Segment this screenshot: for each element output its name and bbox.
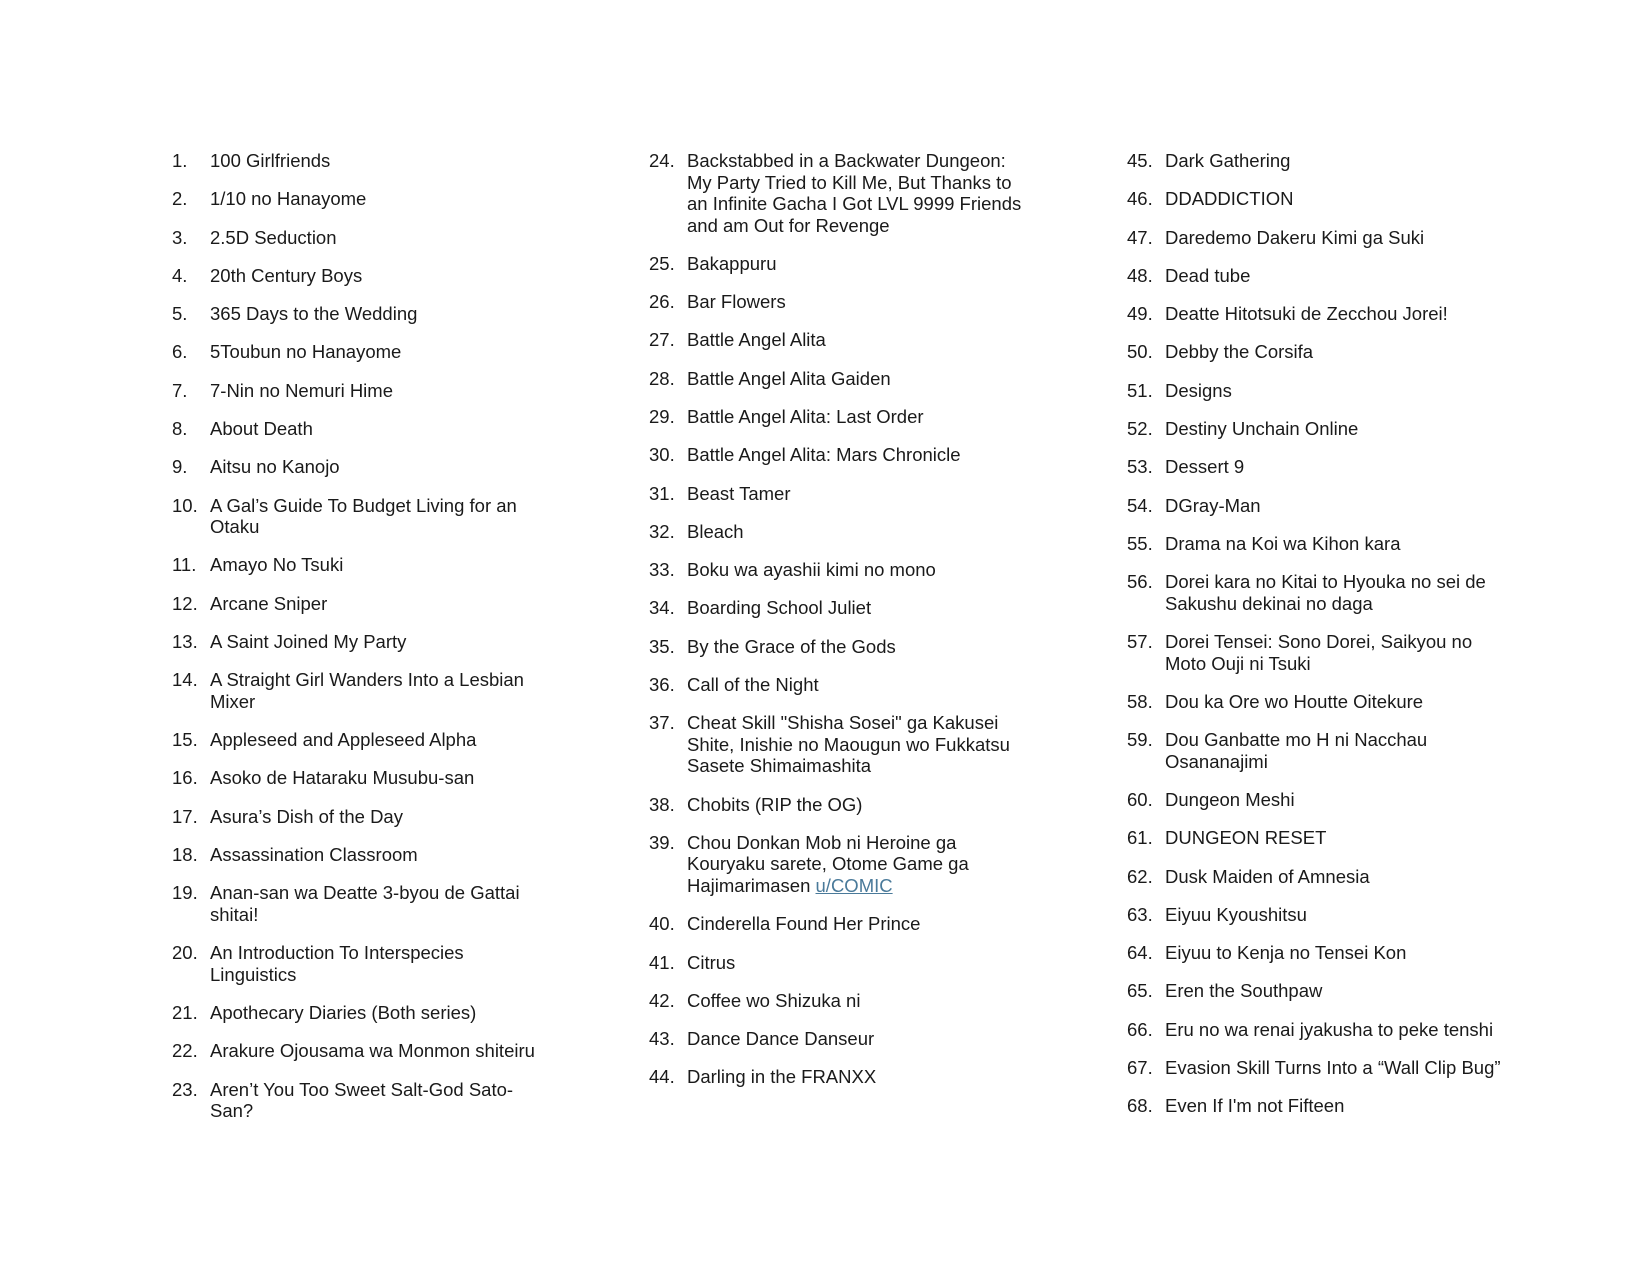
item-title-line: shitai!: [210, 903, 259, 925]
item-number: 47.: [1127, 226, 1153, 248]
item-number: 24.: [649, 150, 675, 171]
item-title-line: Boarding School Juliet: [687, 597, 872, 619]
item-title: [687, 483, 1059, 505]
item-title: [1165, 456, 1547, 478]
list-item: [649, 832, 1059, 897]
list-item: [1127, 1057, 1547, 1079]
list-item: [649, 794, 1059, 816]
item-title: [1165, 150, 1547, 172]
list-item: [649, 674, 1059, 696]
item-title-line: Osananajimi: [1165, 750, 1268, 772]
item-number: 49.: [1127, 303, 1153, 325]
list-item: [649, 444, 1059, 466]
item-title-line: Chou Donkan Mob ni Heroine ga: [687, 831, 957, 853]
item-title: [210, 942, 572, 985]
item-title-line: Eru no wa renai jyakusha to peke tenshi: [1165, 1018, 1494, 1040]
item-number: 57.: [1127, 631, 1153, 653]
item-title: [1165, 227, 1547, 249]
list-item: [1127, 456, 1547, 478]
list-item: [172, 456, 572, 478]
list-item: [172, 882, 572, 925]
list-item: [172, 767, 572, 789]
item-title-line: DGray-Man: [1165, 494, 1261, 516]
item-title: [1165, 1019, 1547, 1041]
list-item: [172, 844, 572, 866]
list-item: [1127, 980, 1547, 1002]
item-number: 3.: [172, 226, 188, 248]
title-list: [1127, 150, 1547, 1117]
item-title: [1165, 571, 1547, 614]
list-item: [649, 253, 1059, 275]
item-number: 4.: [172, 264, 188, 286]
item-title-line: A Straight Girl Wanders Into a Lesbian: [210, 669, 524, 691]
item-title: [210, 1040, 572, 1062]
item-title-line: DUNGEON RESET: [1165, 827, 1327, 849]
item-title: [210, 729, 572, 751]
list-item: [172, 593, 572, 615]
item-title: [1165, 1095, 1547, 1117]
item-title-line: A Gal’s Guide To Budget Living for an: [210, 494, 517, 516]
item-title: [687, 794, 1059, 816]
item-title: [210, 418, 572, 440]
item-number: 59.: [1127, 729, 1153, 751]
item-title: [687, 406, 1059, 428]
item-number: 43.: [649, 1028, 675, 1050]
item-title-line: Appleseed and Appleseed Alpha: [210, 729, 477, 751]
item-title-line: Dou Ganbatte mo H ni Nacchau: [1165, 729, 1428, 751]
item-title-line: Battle Angel Alita Gaiden: [687, 367, 891, 389]
item-number: 31.: [649, 482, 675, 504]
item-number: 64.: [1127, 942, 1153, 964]
list-item: [1127, 1095, 1547, 1117]
list-item: [1127, 227, 1547, 249]
item-title: [1165, 1057, 1547, 1079]
item-number: 65.: [1127, 980, 1153, 1002]
item-number: 32.: [649, 520, 675, 542]
title-list: [172, 150, 572, 1122]
item-number: 50.: [1127, 341, 1153, 363]
list-item: [172, 265, 572, 287]
list-item: [172, 303, 572, 325]
item-title-line: Darling in the FRANXX: [687, 1066, 877, 1088]
item-number: 41.: [649, 951, 675, 973]
item-title: [210, 554, 572, 576]
item-number: 20.: [172, 942, 198, 964]
item-title: [687, 674, 1059, 696]
item-title-line: Designs: [1165, 379, 1232, 401]
item-title: [210, 593, 572, 615]
item-title-line: Bar Flowers: [687, 291, 786, 313]
list-item: [1127, 150, 1547, 172]
list-column-1: [172, 150, 572, 1138]
item-number: 68.: [1127, 1095, 1153, 1117]
item-number: 13.: [172, 631, 198, 653]
item-title-line: Evasion Skill Turns Into a “Wall Clip Bug”: [1165, 1057, 1501, 1079]
list-item: [1127, 904, 1547, 926]
item-title-line: Aitsu no Kanojo: [210, 456, 340, 478]
item-title-line: Chobits (RIP the OG): [687, 793, 863, 815]
item-title-line: Cheat Skill "Shisha Sosei" ga Kakusei: [687, 712, 999, 734]
item-title-line: Bakappuru: [687, 252, 777, 274]
list-item: [172, 341, 572, 363]
item-title-line: Boku wa ayashii kimi no mono: [687, 559, 936, 581]
item-number: 42.: [649, 989, 675, 1011]
item-number: 19.: [172, 882, 198, 904]
item-title-line: Eiyuu Kyoushitsu: [1165, 903, 1307, 925]
list-item: [649, 483, 1059, 505]
item-title: [210, 669, 572, 712]
list-item: [1127, 188, 1547, 210]
item-title-line: Dorei kara no Kitai to Hyouka no sei de: [1165, 571, 1486, 593]
user-link[interactable]: u/COMIC: [815, 874, 893, 896]
item-number: 63.: [1127, 903, 1153, 925]
list-item: [1127, 942, 1547, 964]
item-title: [1165, 303, 1547, 325]
item-title-line: Shite, Inishie no Maougun wo Fukkatsu: [687, 733, 1010, 755]
item-number: 17.: [172, 805, 198, 827]
list-item: [1127, 691, 1547, 713]
list-item: [649, 990, 1059, 1012]
list-item: [1127, 303, 1547, 325]
item-number: 15.: [172, 729, 198, 751]
item-number: 56.: [1127, 571, 1153, 593]
list-item: [1127, 789, 1547, 811]
item-title: [1165, 942, 1547, 964]
item-title-line: Even If I'm not Fifteen: [1165, 1095, 1345, 1117]
item-title: [210, 495, 572, 538]
item-title-line: Dou ka Ore wo Houtte Oitekure: [1165, 690, 1424, 712]
item-title: [687, 150, 1059, 236]
item-title: [687, 1028, 1059, 1050]
item-title: [687, 329, 1059, 351]
item-number: 1.: [172, 150, 188, 171]
list-item: [172, 150, 572, 172]
item-title-line: Debby the Corsifa: [1165, 341, 1314, 363]
item-title-line: Deatte Hitotsuki de Zecchou Jorei!: [1165, 303, 1448, 325]
item-number: 46.: [1127, 188, 1153, 210]
item-title: [210, 1002, 572, 1024]
item-title: [687, 952, 1059, 974]
item-title: [210, 767, 572, 789]
list-item: [1127, 418, 1547, 440]
item-number: 53.: [1127, 456, 1153, 478]
item-number: 12.: [172, 592, 198, 614]
item-title: [210, 844, 572, 866]
item-title-line: Dark Gathering: [1165, 150, 1291, 171]
list-item: [172, 554, 572, 576]
item-title-line: Dusk Maiden of Amnesia: [1165, 865, 1370, 887]
item-number: 44.: [649, 1066, 675, 1088]
item-title: [1165, 980, 1547, 1002]
list-item: [649, 913, 1059, 935]
item-title: [1165, 904, 1547, 926]
item-title: [210, 631, 572, 653]
item-title-line: an Infinite Gacha I Got LVL 9999 Friends: [687, 193, 1022, 214]
list-item: [1127, 341, 1547, 363]
item-number: 22.: [172, 1040, 198, 1062]
item-number: 30.: [649, 444, 675, 466]
item-title-line: Bleach: [687, 520, 744, 542]
item-number: 52.: [1127, 418, 1153, 440]
item-title-line: 2.5D Seduction: [210, 226, 337, 248]
item-number: 16.: [172, 767, 198, 789]
item-title-line: Otaku: [210, 516, 260, 538]
item-title-line: Battle Angel Alita: Last Order: [687, 405, 924, 427]
item-title-line: Apothecary Diaries (Both series): [210, 1001, 477, 1023]
item-number: 60.: [1127, 788, 1153, 810]
item-title: [687, 1066, 1059, 1088]
item-title: [1165, 265, 1547, 287]
list-item: [1127, 1019, 1547, 1041]
item-title-line: Arcane Sniper: [210, 592, 328, 614]
list-item: [172, 380, 572, 402]
list-column-2: [649, 150, 1059, 1105]
item-number: 54.: [1127, 494, 1153, 516]
item-title-line: A Saint Joined My Party: [210, 631, 407, 653]
item-number: 39.: [649, 831, 675, 853]
list-item: [649, 597, 1059, 619]
item-title-line: 5Toubun no Hanayome: [210, 341, 402, 363]
item-title-line: Dead tube: [1165, 264, 1251, 286]
list-item: [649, 329, 1059, 351]
item-title: [1165, 631, 1547, 674]
item-title-line: 365 Days to the Wedding: [210, 303, 418, 325]
item-title-line: Amayo No Tsuki: [210, 554, 344, 576]
item-number: 26.: [649, 291, 675, 313]
item-title-line: 100 Girlfriends: [210, 150, 331, 171]
list-item: [172, 942, 572, 985]
item-number: 35.: [649, 635, 675, 657]
item-title: [687, 913, 1059, 935]
item-title-line: Arakure Ojousama wa Monmon shiteiru: [210, 1040, 535, 1062]
item-title: [687, 444, 1059, 466]
item-title-line: Coffee wo Shizuka ni: [687, 989, 861, 1011]
item-title: [1165, 418, 1547, 440]
item-title-line: DDADDICTION: [1165, 188, 1294, 210]
item-title-line: An Introduction To Interspecies: [210, 942, 464, 964]
item-title: [1165, 691, 1547, 713]
item-number: 9.: [172, 456, 188, 478]
item-title-line: Backstabbed in a Backwater Dungeon:: [687, 150, 1006, 171]
item-number: 18.: [172, 844, 198, 866]
item-title: [210, 341, 572, 363]
item-title-line: Asoko de Hataraku Musubu-san: [210, 767, 475, 789]
item-title-line: Dungeon Meshi: [1165, 788, 1295, 810]
list-item: [172, 188, 572, 210]
item-number: 58.: [1127, 690, 1153, 712]
item-title-line: About Death: [210, 418, 313, 440]
item-number: 61.: [1127, 827, 1153, 849]
item-title-line: Dessert 9: [1165, 456, 1245, 478]
item-title-line: Eiyuu to Kenja no Tensei Kon: [1165, 942, 1407, 964]
item-title: [210, 1079, 572, 1122]
item-number: 28.: [649, 367, 675, 389]
list-item: [649, 406, 1059, 428]
item-title-line: Citrus: [687, 951, 736, 973]
item-number: 2.: [172, 188, 188, 210]
item-title-line: Mixer: [210, 690, 256, 712]
item-title: [210, 806, 572, 828]
list-item: [172, 1002, 572, 1024]
list-item: [649, 291, 1059, 313]
item-number: 23.: [172, 1078, 198, 1100]
list-item: [172, 418, 572, 440]
item-number: 25.: [649, 252, 675, 274]
item-title: [210, 882, 572, 925]
item-number: 37.: [649, 712, 675, 734]
item-title-line: 20th Century Boys: [210, 264, 363, 286]
list-item: [1127, 631, 1547, 674]
item-title-line: Dance Dance Danseur: [687, 1028, 875, 1050]
item-number: 27.: [649, 329, 675, 351]
list-item: [649, 712, 1059, 777]
item-title: [687, 597, 1059, 619]
item-title-line: Kouryaku sarete, Otome Game ga: [687, 853, 969, 875]
list-item: [1127, 571, 1547, 614]
item-title: [687, 990, 1059, 1012]
item-title: [687, 559, 1059, 581]
list-item: [172, 227, 572, 249]
item-title-line: 7-Nin no Nemuri Hime: [210, 379, 393, 401]
list-item: [649, 636, 1059, 658]
item-title-line: Sakushu dekinai no daga: [1165, 592, 1373, 614]
item-title: [1165, 380, 1547, 402]
list-item: [649, 1066, 1059, 1088]
item-number: 55.: [1127, 532, 1153, 554]
item-number: 40.: [649, 913, 675, 935]
item-number: 11.: [172, 554, 197, 576]
item-title: [1165, 495, 1547, 517]
item-title-line: Anan-san wa Deatte 3-byou de Gattai: [210, 882, 520, 904]
item-title-line: Hajimarimasen: [687, 874, 816, 896]
list-item: [649, 521, 1059, 543]
item-title: [687, 712, 1059, 777]
item-number: 14.: [172, 669, 198, 691]
item-title-line: Cinderella Found Her Prince: [687, 913, 921, 935]
item-title: [1165, 533, 1547, 555]
item-number: 45.: [1127, 150, 1153, 171]
item-title-line: By the Grace of the Gods: [687, 635, 896, 657]
item-title: [687, 832, 1059, 897]
item-title: [210, 303, 572, 325]
item-title: [1165, 866, 1547, 888]
item-title-line: Asura’s Dish of the Day: [210, 805, 403, 827]
item-number: 38.: [649, 793, 675, 815]
item-title: [210, 265, 572, 287]
item-title-line: San?: [210, 1100, 254, 1122]
item-number: 5.: [172, 303, 188, 325]
item-number: 21.: [172, 1001, 198, 1023]
item-title-line: Assassination Classroom: [210, 844, 418, 866]
item-number: 8.: [172, 418, 188, 440]
item-title: [1165, 188, 1547, 210]
list-item: [1127, 827, 1547, 849]
item-title-line: Beast Tamer: [687, 482, 791, 504]
list-item: [172, 729, 572, 751]
item-number: 66.: [1127, 1018, 1153, 1040]
list-item: [172, 669, 572, 712]
item-number: 34.: [649, 597, 675, 619]
item-title: [1165, 729, 1547, 772]
item-title-line: Sasete Shimaimashita: [687, 755, 872, 777]
item-title-line: Linguistics: [210, 963, 297, 985]
item-title: [210, 456, 572, 478]
item-title: [687, 253, 1059, 275]
list-item: [172, 1040, 572, 1062]
item-number: 51.: [1127, 379, 1153, 401]
item-title-line: Eren the Southpaw: [1165, 980, 1323, 1002]
item-title-line: 1/10 no Hanayome: [210, 188, 367, 210]
item-title: [1165, 789, 1547, 811]
item-number: 6.: [172, 341, 188, 363]
item-number: 7.: [172, 379, 188, 401]
item-title: [687, 521, 1059, 543]
list-item: [1127, 495, 1547, 517]
list-item: [172, 1079, 572, 1122]
item-title-line: Destiny Unchain Online: [1165, 418, 1359, 440]
list-item: [1127, 265, 1547, 287]
item-title-line: Dorei Tensei: Sono Dorei, Saikyou no: [1165, 631, 1473, 653]
item-title-line: My Party Tried to Kill Me, But Thanks to: [687, 171, 1012, 193]
item-title: [1165, 827, 1547, 849]
list-item: [1127, 729, 1547, 772]
list-item: [1127, 866, 1547, 888]
title-list: [649, 150, 1059, 1088]
item-title-line: Drama na Koi wa Kihon kara: [1165, 532, 1401, 554]
item-title: [1165, 341, 1547, 363]
item-title: [210, 188, 572, 210]
item-title: [210, 380, 572, 402]
list-column-3: [1127, 150, 1547, 1134]
item-title-line: Call of the Night: [687, 674, 819, 696]
list-item: [649, 952, 1059, 974]
item-number: 67.: [1127, 1057, 1153, 1079]
item-number: 29.: [649, 405, 675, 427]
item-title-line: Daredemo Dakeru Kimi ga Suki: [1165, 226, 1425, 248]
item-title: [687, 368, 1059, 390]
item-title: [687, 291, 1059, 313]
list-item: [649, 559, 1059, 581]
item-title: [210, 227, 572, 249]
list-item: [172, 495, 572, 538]
item-number: 10.: [172, 494, 198, 516]
list-item: [1127, 533, 1547, 555]
list-item: [1127, 380, 1547, 402]
item-number: 62.: [1127, 865, 1153, 887]
list-item: [649, 368, 1059, 390]
list-item: [172, 631, 572, 653]
item-number: 36.: [649, 674, 675, 696]
item-title-line: and am Out for Revenge: [687, 214, 890, 236]
item-title-line: Battle Angel Alita: [687, 329, 826, 351]
item-title: [210, 150, 572, 172]
item-number: 48.: [1127, 264, 1153, 286]
item-title-line: Moto Ouji ni Tsuki: [1165, 652, 1311, 674]
list-item: [649, 1028, 1059, 1050]
list-item: [172, 806, 572, 828]
item-number: 33.: [649, 559, 675, 581]
list-item: [649, 150, 1059, 236]
item-title: [687, 636, 1059, 658]
item-title-line: Battle Angel Alita: Mars Chronicle: [687, 444, 961, 466]
item-title-line: Aren’t You Too Sweet Salt-God Sato-: [210, 1078, 514, 1100]
